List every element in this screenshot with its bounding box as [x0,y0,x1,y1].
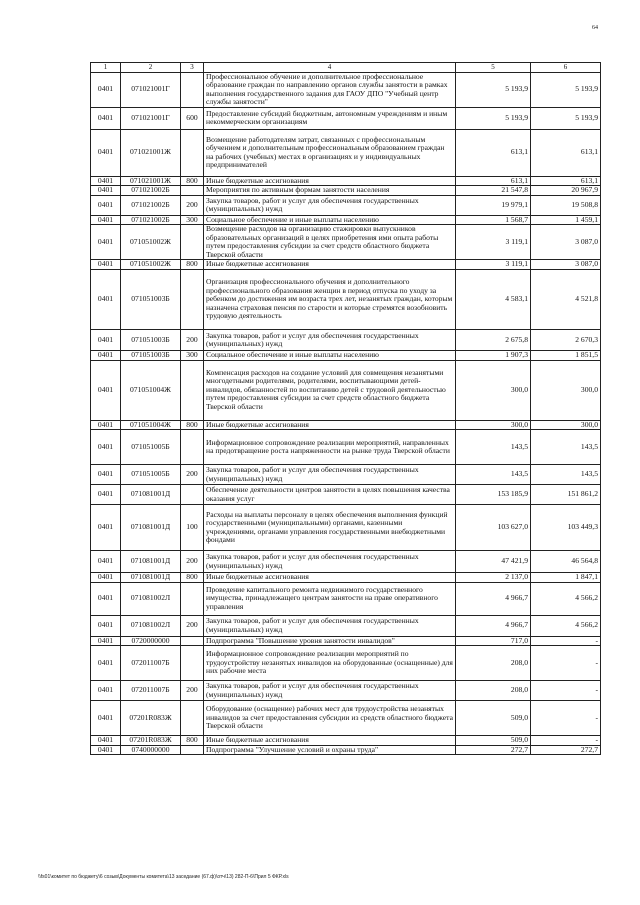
table-header-row [91,63,601,73]
table-row [91,573,601,583]
target-article-cell: 071081002Л [121,582,181,615]
target-article-cell: 071051004Ж [121,360,181,420]
section-code-cell: 0401 [91,551,121,573]
item-name-cell: Организация профессионального обучения и дополнительного профессионального образования женщин в период отпуска по уходу за ребенком до достижения им возраста трех лет, незанятых граждан, которым назначена страховая пенсия по старости и которые стремятся возобновить трудовую деятельность [204,270,456,330]
expense-type-cell [181,360,204,420]
target-article-cell: 071081001Д [121,485,181,505]
amount-executed-cell: - [531,636,601,646]
section-code-cell: 0401 [91,681,121,701]
amount-executed-cell: 46 564,8 [531,551,601,573]
section-code-cell: 0401 [91,736,121,746]
table-row [91,420,601,430]
amount-plan-cell: 2 137,0 [456,573,531,583]
page-number: 64 [592,25,598,31]
amount-plan-cell: 3 119,1 [456,260,531,270]
section-code-cell: 0401 [91,270,121,330]
item-name-cell: Социальное обеспечение и иные выплаты населению [204,351,456,361]
expense-type-cell: 100 [181,505,204,551]
target-article-cell: 071051003Б [121,351,181,361]
section-code-cell: 0401 [91,260,121,270]
section-code-cell: 0401 [91,465,121,485]
section-code-cell: 0401 [91,582,121,615]
amount-executed-cell: 2 670,3 [531,330,601,351]
target-article-cell: 071081002Л [121,615,181,636]
header-col-1: 1 [91,63,121,73]
target-article-cell: 071051002Ж [121,225,181,260]
target-article-cell: 071021001Г [121,72,181,107]
item-name-cell: Профессиональное обучение и дополнительное профессиональное образование граждан по направлению органов службы занятости в рамках выполнения государственного задания для ГАОУ ДПО "Учебный центр службы занятости" [204,72,456,107]
item-name-cell: Оборудование (оснащение) рабочих мест для трудоустройства незанятых инвалидов за счет предоставления субсидии из средств областного бюджета Тверской области [204,701,456,736]
expense-type-cell [181,129,204,176]
expense-type-cell: 200 [181,551,204,573]
expense-type-cell [181,701,204,736]
amount-plan-cell: 300,0 [456,360,531,420]
amount-plan-cell: 5 193,9 [456,72,531,107]
item-name-cell: Проведение капитального ремонта недвижимого государственного имущества, принадлежащего центрам занятости на праве оперативного управления [204,582,456,615]
item-name-cell: Закупка товаров, работ и услуг для обеспечения государственных (муниципальных) нужд [204,465,456,485]
section-code-cell: 0401 [91,195,121,215]
item-name-cell: Иные бюджетные ассигнования [204,573,456,583]
budget-table [90,62,601,755]
amount-executed-cell: 143,5 [531,465,601,485]
amount-executed-cell: 613,1 [531,129,601,176]
amount-plan-cell: 613,1 [456,176,531,186]
file-path-footer: \\fs01\комитет по бюджету\6 созыв\Документы комитета\13 заседание (67.ф)\отч\13) 282-П-6\Прил 5 ФКР.xls [38,874,289,880]
item-name-cell: Расходы на выплаты персоналу в целях обеспечения выполнения функций государственными (муниципальными) органами, казенными учреждениями, органами управления государственными внебюджетными фондами [204,505,456,551]
amount-executed-cell: 3 087,0 [531,225,601,260]
expense-type-cell: 800 [181,260,204,270]
item-name-cell: Закупка товаров, работ и услуг для обеспечения государственных (муниципальных) нужд [204,551,456,573]
section-code-cell: 0401 [91,430,121,465]
table-row [91,225,601,260]
amount-plan-cell: 4 966,7 [456,582,531,615]
amount-executed-cell: 272,7 [531,745,601,755]
section-code-cell: 0401 [91,615,121,636]
item-name-cell: Возмещение работодателям затрат, связанных с профессиональным обучением и дополнительным профессиональным образованием граждан на рабочих (учебных) местах в организациях и у индивидуальных предпринимателей [204,129,456,176]
table-row [91,186,601,196]
section-code-cell: 0401 [91,72,121,107]
item-name-cell: Закупка товаров, работ и услуг для обеспечения государственных (муниципальных) нужд [204,615,456,636]
item-name-cell: Предоставление субсидий бюджетным, автономным учреждениям и иным некоммерческим организациям [204,107,456,129]
amount-executed-cell: 4 566,2 [531,582,601,615]
expense-type-cell: 300 [181,351,204,361]
amount-plan-cell: 509,0 [456,736,531,746]
section-code-cell: 0401 [91,129,121,176]
expense-type-cell: 600 [181,107,204,129]
target-article-cell: 071051004Ж [121,420,181,430]
amount-executed-cell: - [531,701,601,736]
expense-type-cell: 200 [181,615,204,636]
target-article-cell: 072011007Б [121,681,181,701]
table-row [91,260,601,270]
expense-type-cell [181,225,204,260]
expense-type-cell: 800 [181,420,204,430]
table-row [91,485,601,505]
section-code-cell: 0401 [91,505,121,551]
amount-plan-cell: 103 627,0 [456,505,531,551]
expense-type-cell [181,745,204,755]
table-row [91,615,601,636]
section-code-cell: 0401 [91,646,121,681]
amount-executed-cell: 1 459,1 [531,215,601,225]
amount-executed-cell: 3 087,0 [531,260,601,270]
target-article-cell: 071051003Б [121,330,181,351]
section-code-cell: 0401 [91,225,121,260]
amount-plan-cell: 717,0 [456,636,531,646]
amount-plan-cell: 208,0 [456,646,531,681]
target-article-cell: 071081001Д [121,505,181,551]
amount-plan-cell: 3 119,1 [456,225,531,260]
amount-executed-cell: 300,0 [531,420,601,430]
amount-plan-cell: 153 185,9 [456,485,531,505]
table-row [91,646,601,681]
table-row [91,176,601,186]
item-name-cell: Иные бюджетные ассигнования [204,420,456,430]
amount-plan-cell: 4 966,7 [456,615,531,636]
header-col-5: 5 [456,63,531,73]
amount-plan-cell: 143,5 [456,430,531,465]
target-article-cell: 071021001Ж [121,176,181,186]
table-row [91,195,601,215]
expense-type-cell [181,270,204,330]
item-name-cell: Подпрограмма "Повышение уровня занятости инвалидов" [204,636,456,646]
table-row [91,215,601,225]
section-code-cell: 0401 [91,745,121,755]
amount-plan-cell: 47 421,9 [456,551,531,573]
table-row [91,465,601,485]
table-row [91,745,601,755]
target-article-cell: 0720000000 [121,636,181,646]
table-row [91,351,601,361]
amount-plan-cell: 4 583,1 [456,270,531,330]
expense-type-cell [181,646,204,681]
amount-plan-cell: 208,0 [456,681,531,701]
table-row [91,701,601,736]
amount-executed-cell: 5 193,9 [531,107,601,129]
expense-type-cell: 800 [181,736,204,746]
expense-type-cell: 200 [181,330,204,351]
target-article-cell: 071021002Б [121,195,181,215]
section-code-cell: 0401 [91,215,121,225]
section-code-cell: 0401 [91,420,121,430]
amount-executed-cell: 20 967,9 [531,186,601,196]
table-row [91,330,601,351]
target-article-cell: 0740000000 [121,745,181,755]
amount-executed-cell: 4 521,8 [531,270,601,330]
header-col-2: 2 [121,63,181,73]
item-name-cell: Информационное сопровождение реализации мероприятий по трудоустройству незанятых инвалидов на оборудованные (оснащенные) для них рабочие места [204,646,456,681]
target-article-cell: 071051005Б [121,430,181,465]
item-name-cell: Закупка товаров, работ и услуг для обеспечения государственных (муниципальных) нужд [204,681,456,701]
amount-executed-cell: - [531,646,601,681]
table-row [91,636,601,646]
item-name-cell: Закупка товаров, работ и услуг для обеспечения государственных (муниципальных) нужд [204,330,456,351]
amount-executed-cell: 1 851,5 [531,351,601,361]
amount-plan-cell: 1 907,3 [456,351,531,361]
item-name-cell: Мероприятия по активным формам занятости населения [204,186,456,196]
item-name-cell: Социальное обеспечение и иные выплаты населению [204,215,456,225]
target-article-cell: 07201R083Ж [121,701,181,736]
amount-executed-cell: - [531,681,601,701]
table-row [91,270,601,330]
amount-executed-cell: 5 193,9 [531,72,601,107]
table-row [91,129,601,176]
amount-plan-cell: 2 675,8 [456,330,531,351]
target-article-cell: 071051002Ж [121,260,181,270]
section-code-cell: 0401 [91,351,121,361]
table-row [91,107,601,129]
section-code-cell: 0401 [91,573,121,583]
table-row [91,360,601,420]
amount-executed-cell: 300,0 [531,360,601,420]
amount-executed-cell: 143,5 [531,430,601,465]
target-article-cell: 071021002Б [121,186,181,196]
amount-executed-cell: 19 508,8 [531,195,601,215]
target-article-cell: 071021001Г [121,107,181,129]
table-row [91,505,601,551]
amount-plan-cell: 143,5 [456,465,531,485]
amount-plan-cell: 21 547,8 [456,186,531,196]
target-article-cell: 071051003Б [121,270,181,330]
target-article-cell: 071021002Б [121,215,181,225]
expense-type-cell: 200 [181,195,204,215]
amount-executed-cell: 151 861,2 [531,485,601,505]
expense-type-cell [181,485,204,505]
amount-executed-cell: 1 847,1 [531,573,601,583]
table-row [91,551,601,573]
amount-plan-cell: 613,1 [456,129,531,176]
table-row [91,582,601,615]
amount-executed-cell: - [531,736,601,746]
item-name-cell: Закупка товаров, работ и услуг для обеспечения государственных (муниципальных) нужд [204,195,456,215]
table-row [91,681,601,701]
item-name-cell: Возмещение расходов на организацию стажировки выпускников образовательных организаций в целях приобретения ими опыта работы путем предоставления субсидии за счет средств областного бюджета Тверской области [204,225,456,260]
header-col-4: 4 [204,63,456,73]
amount-executed-cell: 103 449,3 [531,505,601,551]
item-name-cell: Иные бюджетные ассигнования [204,260,456,270]
item-name-cell: Информационное сопровождение реализации мероприятий, направленных на предотвращение роста напряженности на рынке труда Тверской области [204,430,456,465]
section-code-cell: 0401 [91,186,121,196]
item-name-cell: Подпрограмма "Улучшение условий и охраны труда" [204,745,456,755]
section-code-cell: 0401 [91,176,121,186]
expense-type-cell: 200 [181,681,204,701]
target-article-cell: 072011007Б [121,646,181,681]
expense-type-cell: 200 [181,465,204,485]
amount-executed-cell: 613,1 [531,176,601,186]
expense-type-cell: 800 [181,573,204,583]
section-code-cell: 0401 [91,636,121,646]
amount-plan-cell: 272,7 [456,745,531,755]
target-article-cell: 071081001Д [121,573,181,583]
section-code-cell: 0401 [91,485,121,505]
section-code-cell: 0401 [91,330,121,351]
target-article-cell: 071021001Ж [121,129,181,176]
section-code-cell: 0401 [91,360,121,420]
header-col-6: 6 [531,63,601,73]
table-row [91,736,601,746]
expense-type-cell: 800 [181,176,204,186]
amount-plan-cell: 19 979,1 [456,195,531,215]
table-row [91,72,601,107]
expense-type-cell [181,186,204,196]
amount-plan-cell: 1 568,7 [456,215,531,225]
amount-plan-cell: 300,0 [456,420,531,430]
target-article-cell: 07201R083Ж [121,736,181,746]
expense-type-cell [181,72,204,107]
amount-plan-cell: 509,0 [456,701,531,736]
table-row [91,430,601,465]
expense-type-cell [181,430,204,465]
target-article-cell: 071081001Д [121,551,181,573]
amount-plan-cell: 5 193,9 [456,107,531,129]
header-col-3: 3 [181,63,204,73]
item-name-cell: Иные бюджетные ассигнования [204,736,456,746]
section-code-cell: 0401 [91,701,121,736]
expense-type-cell [181,636,204,646]
section-code-cell: 0401 [91,107,121,129]
target-article-cell: 071051005Б [121,465,181,485]
item-name-cell: Компенсация расходов на создание условий для совмещения незанятыми многодетными родителями, родителями, воспитывающими детей-инвалидов, обязанностей по воспитанию детей с трудовой деятельностью путем предоставления субсидии за счет средств областного бюджета Тверской области [204,360,456,420]
item-name-cell: Обеспечение деятельности центров занятости в целях повышения качества оказания услуг [204,485,456,505]
expense-type-cell: 300 [181,215,204,225]
item-name-cell: Иные бюджетные ассигнования [204,176,456,186]
amount-executed-cell: 4 566,2 [531,615,601,636]
expense-type-cell [181,582,204,615]
